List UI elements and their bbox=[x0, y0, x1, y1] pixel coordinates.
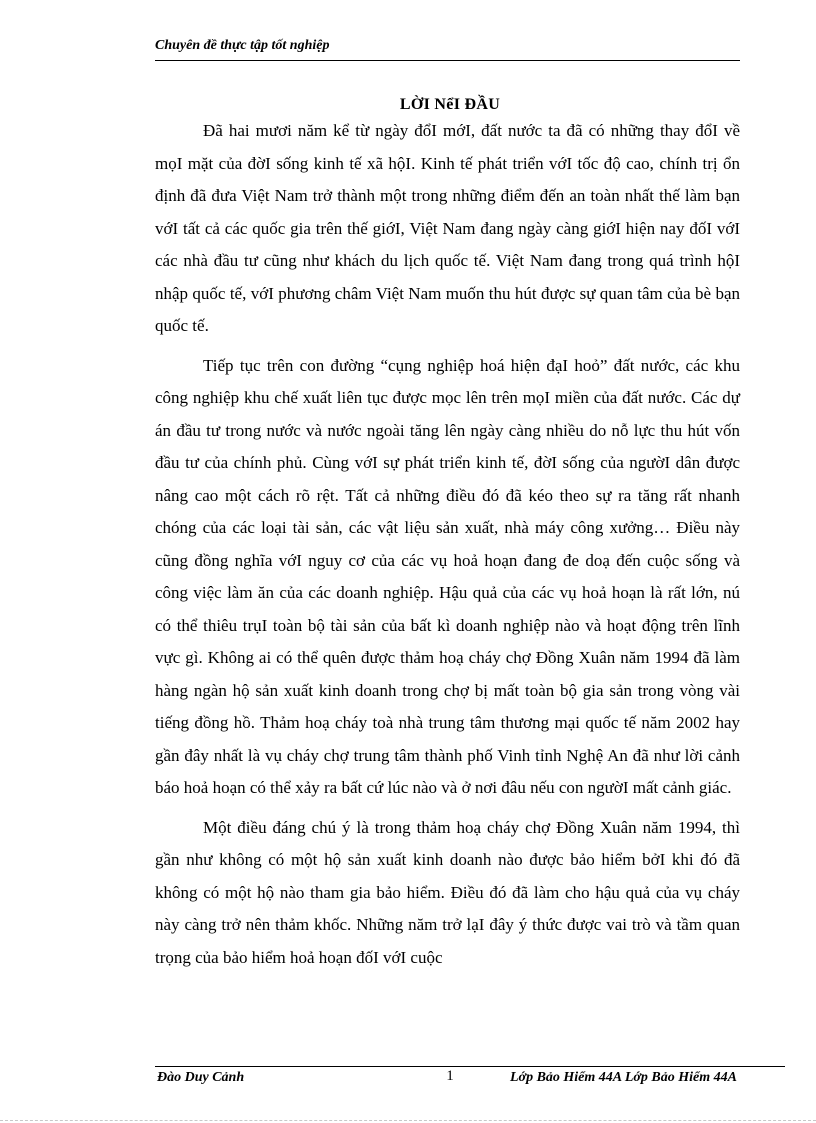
paragraph-1: Đã hai mươi năm kể từ ngày đổI mớI, đất nước ta đã có những thay đổI về mọI mặt của đờI sống kinh tế xã hộI. Kinh tế phát triển vớI tốc độ cao, chính trị ổn định đã đưa Việt Nam trở thành một trong những điểm đến an toàn nhất thế làm bạn vớI tất cả các quốc gia trên thế giớI, Việt Nam đang ngày càng giớI hiện nay đốI vớI các nhà đầu tư cũng như khách du lịch quốc tế. Việt Nam đang trong quá trình hộI nhập quốc tế, vớI phương châm Việt Nam muốn thu hút được sự quan tâm của bè bạn quốc tế. bbox=[155, 121, 740, 335]
paragraph-3: Một điều đáng chú ý là trong thảm hoạ cháy chợ Đồng Xuân năm 1994, thì gần như không có một hộ sản xuất kinh doanh nào được bảo hiểm bởI khi đó đã không có một hộ nào tham gia bảo hiểm. Điều đó đã làm cho hậu quả của vụ cháy này càng trở nên thảm khốc. Những năm trở lạI đây ý thức được vai trò và tầm quan trọng của bảo hiểm hoả hoạn đốI vớI cuộc bbox=[155, 817, 740, 967]
footer-divider bbox=[155, 1066, 785, 1067]
footer-class-label: Lớp Bảo Hiểm 44A Lớp Bảo Hiểm 44A bbox=[510, 1070, 737, 1085]
page-boundary bbox=[0, 1120, 816, 1121]
footer-author: Đào Duy Cảnh bbox=[157, 1070, 245, 1085]
header-title: Chuyên đề thực tập tốt nghiệp bbox=[155, 38, 330, 53]
paragraph-2: Tiếp tục trên con đường “cụng nghiệp hoá hiện đạI hoỏ” đất nước, các khu công nghiệp khu chế xuất liên tục được mọc lên trên mọI miền của đất nước. Các dự án đầu tư trong nước và nước ngoài tăng lên ngày càng nhiều do nỗ lực thu hút vốn đầu tư của chính phủ. Cùng vớI sự phát triển kinh tế, đờI sống của ngườI dân được nâng cao một cách rõ rệt. Tất cả những điều đó đã kéo theo sự ra tăng rất nhanh chóng của các loại tài sản, các vật liệu sản xuất, nhà máy công xưởng… Điều này cũng đồng nghĩa vớI nguy cơ của các vụ hoả hoạn đang đe doạ đến cuộc sống và công việc làm ăn của các doanh nghiệp. Hậu quả của các vụ hoả hoạn là rất lớn, nú có thể thiêu trụI toàn bộ tài sản của bất kì doanh nghiệp nào và hoạt động trên lĩnh vực gì. Không ai có thể quên được thảm hoạ cháy chợ Đồng Xuân năm 1994 đã làm hàng ngàn hộ sản xuất kinh doanh trong chợ bị mất toàn bộ gia sản trong vòng vài tiếng đồng hồ. Thảm hoạ cháy toà nhà trung tâm thương mại quốc tế năm 2002 hay gần đây nhất là vụ cháy chợ trung tâm thành phố Vinh tỉnh Nghệ An đã như lời cảnh báo hoả hoạn có thể xảy ra bất cứ lúc nào và ở nơi đâu nếu con ngườI mất cảnh giác. bbox=[155, 355, 740, 797]
page-number: 1 bbox=[446, 1068, 454, 1084]
page-header bbox=[155, 38, 740, 61]
body-text bbox=[155, 115, 740, 974]
document-title: LỜI NểI ĐẦU bbox=[399, 96, 501, 113]
